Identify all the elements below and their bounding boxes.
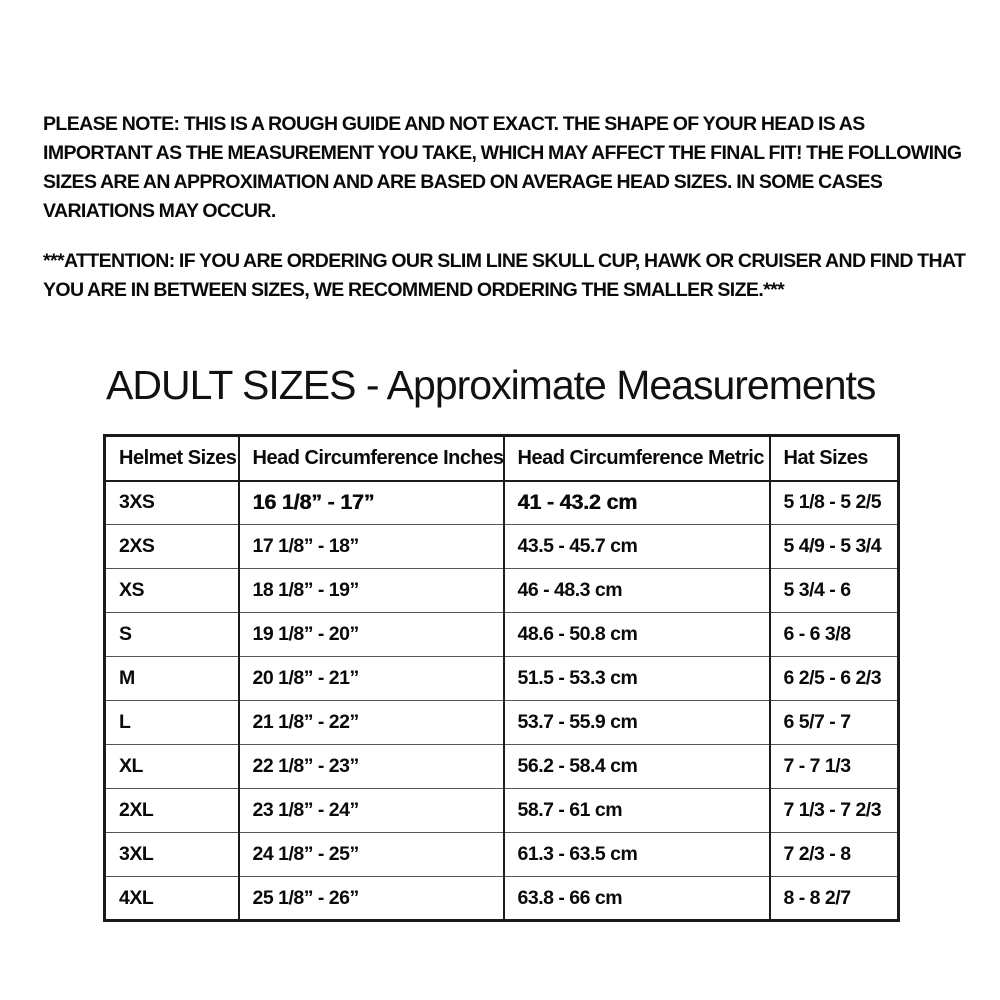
helmet-size-cell: 2XL [105, 789, 239, 833]
metric-cell: 43.5 - 45.7 cm [504, 525, 770, 569]
hat-size-cell: 5 4/9 - 5 3/4 [770, 525, 899, 569]
inches-cell: 21 1/8” - 22” [239, 701, 504, 745]
metric-cell: 48.6 - 50.8 cm [504, 613, 770, 657]
table-row [105, 789, 899, 833]
header-helmet-sizes: Helmet Sizes [105, 436, 239, 481]
metric-cell: 46 - 48.3 cm [504, 569, 770, 613]
hat-size-cell: 7 - 7 1/3 [770, 745, 899, 789]
attention-paragraph: ***ATTENTION: IF YOU ARE ORDERING OUR SLIM LINE SKULL CUP, HAWK OR CRUISER AND FIND THAT YOU ARE IN BETWEEN SIZES, WE RECOMMEND ORDERING THE SMALLER SIZE.*** [43, 250, 966, 301]
metric-cell: 58.7 - 61 cm [504, 789, 770, 833]
inches-cell: 19 1/8” - 20” [239, 613, 504, 657]
helmet-size-cell: 3XL [105, 833, 239, 877]
helmet-size-cell: 4XL [105, 877, 239, 921]
page-title: ADULT SIZES - Approximate Measurements [106, 362, 876, 408]
inches-cell: 23 1/8” - 24” [239, 789, 504, 833]
table-row [105, 525, 899, 569]
hat-size-cell: 6 - 6 3/8 [770, 613, 899, 657]
hat-size-cell: 6 5/7 - 7 [770, 701, 899, 745]
header-head-circumference-metric: Head Circumference Metric [504, 436, 770, 481]
table-row [105, 833, 899, 877]
hat-size-cell: 7 2/3 - 8 [770, 833, 899, 877]
metric-cell: 63.8 - 66 cm [504, 877, 770, 921]
helmet-size-cell: XL [105, 745, 239, 789]
helmet-size-cell: L [105, 701, 239, 745]
metric-cell: 41 - 43.2 cm [504, 481, 770, 525]
metric-cell: 56.2 - 58.4 cm [504, 745, 770, 789]
helmet-size-cell: 2XS [105, 525, 239, 569]
table-row [105, 613, 899, 657]
inches-cell: 24 1/8” - 25” [239, 833, 504, 877]
inches-cell: 25 1/8” - 26” [239, 877, 504, 921]
metric-cell: 61.3 - 63.5 cm [504, 833, 770, 877]
table-header-row [105, 436, 899, 481]
hat-size-cell: 5 1/8 - 5 2/5 [770, 481, 899, 525]
table-row [105, 745, 899, 789]
table-row [105, 701, 899, 745]
table-row [105, 481, 899, 525]
helmet-size-cell: XS [105, 569, 239, 613]
table-row [105, 877, 899, 921]
size-guide-page [0, 110, 1000, 922]
hat-size-cell: 7 1/3 - 7 2/3 [770, 789, 899, 833]
inches-cell: 16 1/8” - 17” [239, 481, 504, 525]
inches-cell: 18 1/8” - 19” [239, 569, 504, 613]
hat-size-cell: 8 - 8 2/7 [770, 877, 899, 921]
metric-cell: 53.7 - 55.9 cm [504, 701, 770, 745]
note-paragraph: PLEASE NOTE: THIS IS A ROUGH GUIDE AND NOT EXACT. THE SHAPE OF YOUR HEAD IS AS IMPORTANT AS THE MEASUREMENT YOU TAKE, WHICH MAY AFFECT THE FINAL FIT! THE FOLLOWING SIZES ARE AN APPROXIMATION AND ARE BASED ON AVERAGE HEAD SIZES. IN SOME CASES VARIATIONS MAY OCCUR. [43, 113, 962, 222]
hat-size-cell: 6 2/5 - 6 2/3 [770, 657, 899, 701]
size-table [103, 434, 900, 922]
inches-cell: 20 1/8” - 21” [239, 657, 504, 701]
metric-cell: 51.5 - 53.3 cm [504, 657, 770, 701]
helmet-size-cell: S [105, 613, 239, 657]
inches-cell: 17 1/8” - 18” [239, 525, 504, 569]
hat-size-cell: 5 3/4 - 6 [770, 569, 899, 613]
helmet-size-cell: M [105, 657, 239, 701]
header-head-circumference-inches: Head Circumference Inches [239, 436, 504, 481]
header-hat-sizes: Hat Sizes [770, 436, 899, 481]
size-table-body [105, 481, 899, 921]
table-row [105, 657, 899, 701]
table-row [105, 569, 899, 613]
inches-cell: 22 1/8” - 23” [239, 745, 504, 789]
size-table-head [105, 436, 899, 481]
helmet-size-cell: 3XS [119, 491, 155, 514]
